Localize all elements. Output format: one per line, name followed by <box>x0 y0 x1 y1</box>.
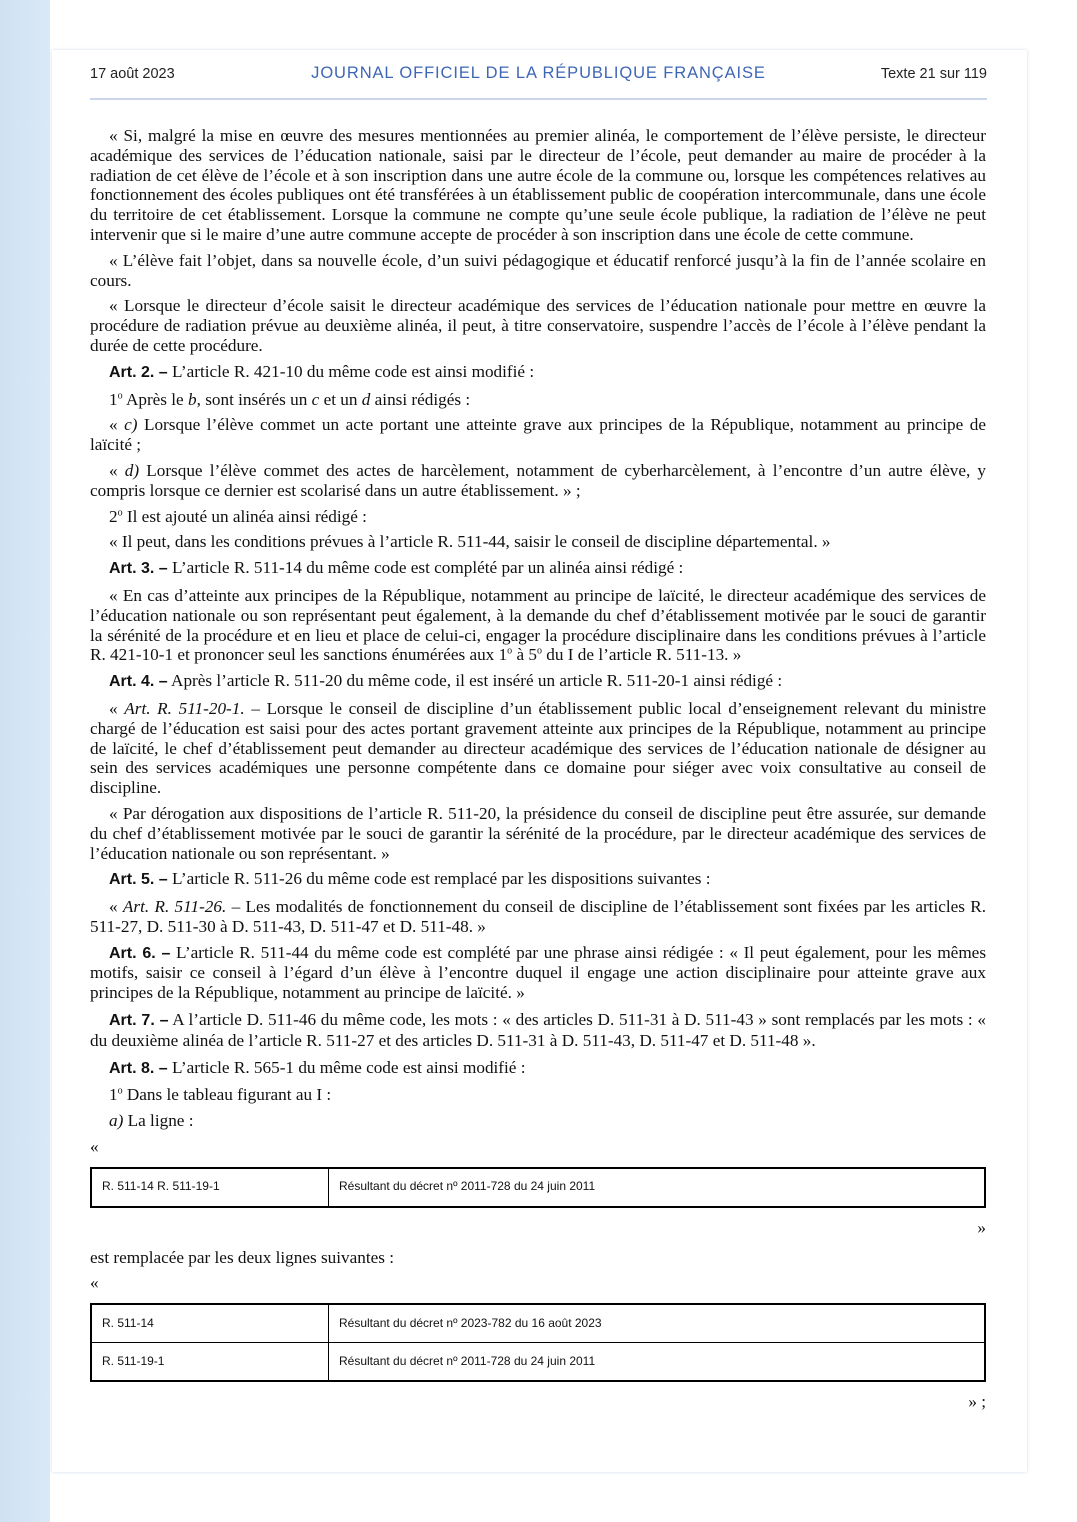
text-run: ainsi rédigés : <box>370 389 471 409</box>
paragraph <box>90 699 986 798</box>
article-text: L’article R. 421-10 du même code est ainsi modifié : <box>167 361 535 381</box>
ordinal-sup: o <box>117 506 123 518</box>
italic-letter: d <box>361 389 371 409</box>
text-run: Dans le tableau figurant au I : <box>122 1085 332 1105</box>
paragraph: « Si, malgré la mise en œuvre des mesures mentionnées au premier alinéa, le comportement de l’élève persiste, le directeur académique des services de l’éducation nationale, saisi par le directeur de l’école, peut demander au maire de procéder à la radiation de cet élève de l’école et à son inscription dans une autre école de la commune ou, lorsque les compétences relatives au fonctionnement des écoles publiques ont été transférées à un établissement public de coopération intercommunale, dans une école du territoire de cet établissement. Lorsque la commune ne compte qu’une seule école publique, la radiation de l’élève ne peut intervenir que si le maire d’une autre commune accepte de procéder à son inscription dans une école de cette commune. <box>90 126 986 244</box>
ordinal-sup: o <box>537 645 542 657</box>
article-7 <box>90 1010 986 1051</box>
paragraph: est remplacée par les deux lignes suivantes : <box>90 1247 395 1267</box>
quote-mark: « <box>109 460 125 480</box>
article-3 <box>90 558 986 579</box>
document-body <box>90 126 986 1422</box>
item-number: 2 <box>109 506 118 526</box>
article-reference: Art. R. 511-20-1. <box>124 698 245 718</box>
quote-mark: « <box>109 698 125 718</box>
opening-quote: « <box>90 1137 99 1157</box>
article-5 <box>90 869 986 890</box>
paragraph <box>90 1111 986 1131</box>
article-label: Art. 8. – <box>109 1059 168 1077</box>
new-lines-table <box>90 1303 986 1382</box>
article-label: Art. 4. – <box>109 673 168 691</box>
page-header <box>90 64 987 100</box>
article-label: Art. 6. – <box>109 944 171 962</box>
italic-letter: c <box>311 389 320 409</box>
article-4 <box>90 671 986 692</box>
text-run: Après le <box>122 389 188 409</box>
text-run: , sont insérés un <box>196 389 312 409</box>
text-run: et un <box>319 389 362 409</box>
code-cell: R. 511-19-1 <box>91 1343 329 1382</box>
text-run: Lorsque l’élève commet un acte portant une atteinte grave aux principes de la République, notamment au principe de laïcité ; <box>90 415 986 455</box>
closing-quote: » ; <box>968 1392 986 1412</box>
ordinal-sup: o <box>507 645 513 657</box>
paragraph <box>90 897 986 937</box>
article-label: Art. 3. – <box>109 560 168 578</box>
paragraph <box>90 507 986 527</box>
text-run: « En cas d’atteinte aux principes de la République, notamment au principe de laïcité, le directeur académique des services de l’éducation nationale ou son représentant peut également, à la demande du chef d’établissement motivée par le souci de garantir la sérénité de la procédure et en lieu et place de celui-ci, engager la procédure disciplinaire dans les conditions prévues à l’article R. 421-10-1 et prononcer seul les sanctions énumérées aux 1 <box>90 585 986 665</box>
article-text: A l’article D. 511-46 du même code, les mots : « des articles D. 511-31 à D. 511-43 » sont remplacés par les mots : « du deuxième alinéa de l’article R. 511-27 et des articles D. 511-31 à D. 511-43, D. 511-47 et D. 511-48 ». <box>90 1010 987 1050</box>
article-6 <box>90 943 986 1003</box>
text-run: à 5 <box>512 645 537 665</box>
paragraph <box>90 390 986 410</box>
text-run: La ligne : <box>123 1111 194 1131</box>
article-2 <box>90 362 986 383</box>
old-line-table <box>90 1167 986 1208</box>
code-cell: R. 511-14 <box>91 1304 329 1343</box>
table-row <box>91 1343 985 1382</box>
article-text: L’article R. 511-44 du même code est complété par une phrase ainsi rédigée : « Il peut également, pour les mêmes motifs, saisir ce conseil à l’égard d’un élève à l’encontre duquel il engage une action disciplinaire pour atteinte grave aux principes de la République, notamment au principe de laïcité. » <box>90 942 987 1003</box>
paragraph: « Par dérogation aux dispositions de l’article R. 511-20, la présidence du conseil de discipline peut être assurée, sur demande du chef d’établissement motivée par le souci de garantir la sérénité de la procédure, par le directeur académique des services de l’éducation nationale ou son représentant. » <box>90 803 986 863</box>
article-label: Art. 7. – <box>109 1012 169 1030</box>
source-cell: Résultant du décret nº 2011-728 du 24 juin 2011 <box>329 1343 986 1382</box>
ordinal-sup: o <box>117 1085 123 1097</box>
journal-title: JOURNAL OFFICIEL DE LA RÉPUBLIQUE FRANÇAISE <box>311 64 766 82</box>
header-date: 17 août 2023 <box>90 66 175 82</box>
article-reference: Art. R. 511-26. <box>122 897 227 917</box>
text-run: du I de l’article R. 511-13. » <box>542 645 742 665</box>
paragraph <box>90 461 986 501</box>
text-run: Il est ajouté un alinéa ainsi rédigé : <box>122 506 367 526</box>
text-run: Lorsque l’élève commet des actes de harcèlement, notamment de cyberharcèlement, à l’encontre d’un autre élève, y compris lorsque ce dernier est scolarisé dans un autre établissement. » ; <box>90 460 986 500</box>
opening-quote: « <box>90 1273 99 1293</box>
article-8 <box>90 1058 986 1079</box>
italic-letter: a) <box>109 1111 124 1131</box>
ordinal-sup: o <box>117 389 123 401</box>
code-cell: R. 511-14 R. 511-19-1 <box>91 1168 329 1207</box>
source-cell: Résultant du décret nº 2011-728 du 24 juin 2011 <box>329 1168 986 1207</box>
article-text: L’article R. 511-14 du même code est complété par un alinéa ainsi rédigé : <box>167 558 684 578</box>
paragraph <box>90 415 986 455</box>
article-text: L’article R. 565-1 du même code est ainsi modifié : <box>167 1057 526 1077</box>
italic-letter: d) <box>124 460 140 480</box>
text-run: – Les modalités de fonctionnement du conseil de discipline de l’établissement sont fixées par les articles R. 511-27, D. 511-30 à D. 511-43, D. 511-47 et D. 511-48. » <box>90 897 987 936</box>
article-text: L’article R. 511-26 du même code est remplacé par les dispositions suivantes : <box>167 869 711 889</box>
italic-letter: b <box>188 389 197 409</box>
quote-mark: « <box>109 415 125 435</box>
closing-quote: » <box>977 1217 986 1237</box>
italic-letter: c) <box>124 415 138 435</box>
article-label: Art. 5. – <box>109 871 168 889</box>
article-text: Après l’article R. 511-20 du même code, il est inséré un article R. 511-20-1 ainsi rédigé : <box>167 671 783 691</box>
source-cell: Résultant du décret nº 2023-782 du 16 août 2023 <box>329 1304 986 1343</box>
paragraph: « L’élève fait l’objet, dans sa nouvelle école, d’un suivi pédagogique et éducatif renforcé jusqu’à la fin de l’année scolaire en cours. <box>90 250 986 290</box>
quote-mark: « <box>109 897 123 917</box>
paragraph <box>90 1085 986 1105</box>
article-label: Art. 2. – <box>109 363 168 381</box>
document-page <box>52 50 1027 1472</box>
table-row <box>91 1304 985 1343</box>
page-indicator: Texte 21 sur 119 <box>880 66 987 82</box>
item-number: 1 <box>109 1085 118 1105</box>
paragraph: « Lorsque le directeur d’école saisit le directeur académique des services de l’éducation nationale pour mettre en œuvre la procédure de radiation prévue au deuxième alinéa, il peut, à titre conservatoire, suspendre l’accès de l’école à l’élève pendant la durée de cette procédure. <box>90 296 986 355</box>
item-number: 1 <box>109 389 118 409</box>
paragraph: « Il peut, dans les conditions prévues à l’article R. 511-44, saisir le conseil de discipline départemental. » <box>109 532 831 552</box>
text-run: – Lorsque le conseil de discipline d’un établissement public local d’enseignement relevant du ministre chargé de l’éducation est saisi pour des actes portant gravement atteinte aux principes de la République, notamment au principe de laïcité, le chef d’établissement peut demander au directeur académique des services de l’éducation nationale de désigner au sein des services académiques une personne compétente dans ce domaine pour siéger avec voix consultative au conseil de discipline. <box>90 698 986 798</box>
table-row <box>91 1168 985 1207</box>
paragraph <box>90 586 986 665</box>
